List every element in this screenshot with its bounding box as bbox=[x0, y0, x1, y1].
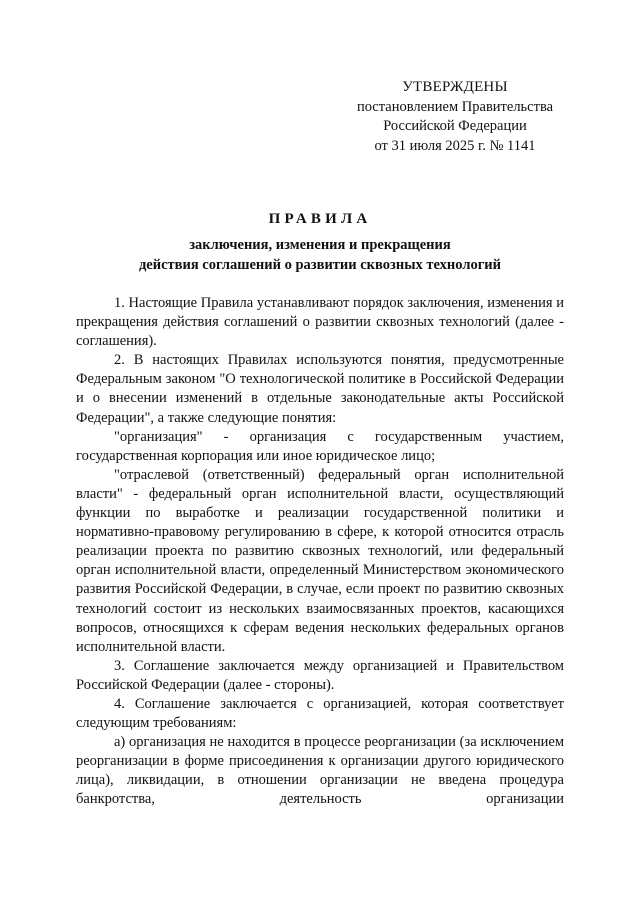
document-body bbox=[76, 294, 564, 810]
approval-heading: УТВЕРЖДЕНЫ bbox=[402, 79, 508, 95]
document-subtitle bbox=[60, 236, 580, 275]
document-title: ПРАВИЛА bbox=[268, 211, 372, 227]
subtitle-line-1: заключения, изменения и прекращения bbox=[189, 237, 451, 253]
approval-line-1: постановлением Правительства bbox=[356, 98, 554, 115]
paragraph-2: 2. В настоящих Правилах используются понятия, предусмотренные Федеральным законом "О технологической политике в Российской Федерации и о внесении изменений в отдельные законодательные акты Российской Федерации", а также следующие понятия: bbox=[76, 352, 564, 426]
approval-line-2: Российской Федерации bbox=[383, 118, 527, 134]
subtitle-line-2: действия соглашений о развитии сквозных технологий bbox=[138, 256, 502, 273]
approval-line-3: от 31 июля 2025 г. № 1141 bbox=[374, 137, 536, 154]
paragraph-1: 1. Настоящие Правила устанавливают порядок заключения, изменения и прекращения действия соглашений о развитии сквозных технологий (далее - соглашения). bbox=[76, 295, 564, 350]
definition-federal-body: "отраслевой (ответственный) федеральный орган исполнительной власти" - федеральный орган исполнительной власти, осуществляющий функции по выработке и реализации государственной политики и нормативно-правовому регулированию в сфере, к которой относится отрасль реализации проекта по развитию сквозных технологий, или федеральный орган исполнительной власти, определенный Министерством экономического развития Российской Федерации, в случае, если проект по развитию сквозных технологий состоит из нескольких взаимосвязанных проектов, касающихся вопросов, относящихся к сферам ведения нескольких федеральных органов исполнительной власти. bbox=[76, 466, 564, 655]
paragraph-4: 4. Соглашение заключается с организацией, которая соответствует следующим требованиям: bbox=[76, 695, 564, 732]
definition-organization: "организация" - организация с государственным участием, государственная корпорация или иное юридическое лицо; bbox=[76, 428, 564, 464]
approval-stamp bbox=[335, 78, 575, 156]
paragraph-3: 3. Соглашение заключается между организацией и Правительством Российской Федерации (далее - стороны). bbox=[76, 657, 564, 693]
subparagraph-a: а) организация не находится в процессе реорганизации (за исключением реорганизации в форме присоединения к организации другого юридического лица), ликвидации, в отношении организации не введена процедура банкротства, деятельность организации bbox=[76, 734, 564, 808]
